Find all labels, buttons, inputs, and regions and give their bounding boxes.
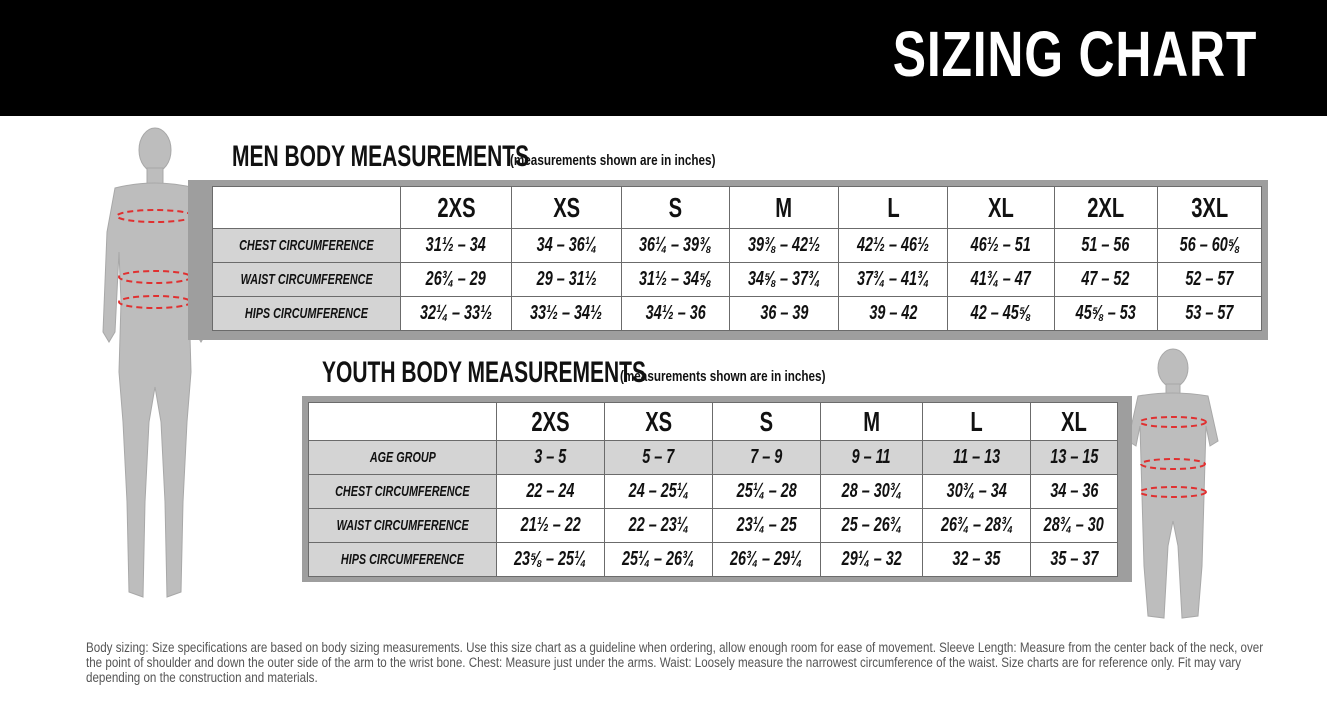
men-waist-row bbox=[213, 263, 1262, 297]
men-size-table bbox=[212, 186, 1262, 331]
youth-size-header: XL bbox=[1031, 403, 1118, 441]
men-title: MEN BODY MEASUREMENTS bbox=[232, 140, 530, 173]
table-cell: 41¾ – 47 bbox=[948, 263, 1054, 297]
men-size-header: 2XL bbox=[1054, 187, 1158, 229]
row-label: CHEST CIRCUMFERENCE bbox=[309, 475, 497, 509]
table-cell: 31½ – 34 bbox=[400, 229, 512, 263]
table-cell: 13 – 15 bbox=[1031, 441, 1118, 475]
footnote-text: Body sizing: Size specifications are based on body sizing measurements. Use this size chart as a guideline when ordering, allow enough room for ease of movement. Sleeve Length: Measure from the center back of the neck, over the point of shoulder and down the outer side of the arm to the wrist bone. Chest: Measure just under the arms. Waist: Loosely measure the narrowest circumference of the waist. Size charts are for reference only. Fit may vary depending on the construction and materials. bbox=[86, 640, 1264, 685]
table-cell: 26¾ – 29 bbox=[400, 263, 512, 297]
table-cell: 25¼ – 26¾ bbox=[604, 543, 712, 577]
youth-units-note: (measurements shown are in inches) bbox=[620, 368, 826, 386]
table-cell: 30¾ – 34 bbox=[923, 475, 1031, 509]
table-cell: 37¾ – 41¾ bbox=[839, 263, 948, 297]
table-cell: 36¼ – 39⅜ bbox=[621, 229, 729, 263]
table-cell: 24 – 25¼ bbox=[604, 475, 712, 509]
table-cell: 36 – 39 bbox=[729, 297, 838, 331]
youth-size-header: S bbox=[712, 403, 820, 441]
table-cell: 26¾ – 29¼ bbox=[712, 543, 820, 577]
row-label: HIPS CIRCUMFERENCE bbox=[309, 543, 497, 577]
youth-corner-cell bbox=[309, 403, 497, 441]
row-label: AGE GROUP bbox=[309, 441, 497, 475]
table-cell: 23¼ – 25 bbox=[712, 509, 820, 543]
youth-size-header: 2XS bbox=[496, 403, 604, 441]
table-cell: 35 – 37 bbox=[1031, 543, 1118, 577]
table-cell: 42½ – 46½ bbox=[839, 229, 948, 263]
youth-waist-row bbox=[309, 509, 1118, 543]
table-cell: 33½ – 34½ bbox=[512, 297, 621, 331]
youth-chest-row bbox=[309, 475, 1118, 509]
table-cell: 22 – 23¼ bbox=[604, 509, 712, 543]
table-cell: 39⅜ – 42½ bbox=[729, 229, 838, 263]
table-cell: 32¼ – 33½ bbox=[400, 297, 512, 331]
table-cell: 26¾ – 28¾ bbox=[923, 509, 1031, 543]
youth-figure-illustration bbox=[1118, 346, 1228, 626]
row-label: CHEST CIRCUMFERENCE bbox=[213, 229, 401, 263]
table-cell: 31½ – 34⅝ bbox=[621, 263, 729, 297]
table-cell: 47 – 52 bbox=[1054, 263, 1158, 297]
table-cell: 28 – 30¾ bbox=[820, 475, 922, 509]
table-cell: 51 – 56 bbox=[1054, 229, 1158, 263]
men-units-note: (measurements shown are in inches) bbox=[510, 152, 716, 170]
men-size-header: XL bbox=[948, 187, 1054, 229]
table-cell: 25 – 26¾ bbox=[820, 509, 922, 543]
youth-header-row bbox=[309, 403, 1118, 441]
table-cell: 3 – 5 bbox=[496, 441, 604, 475]
men-size-header: M bbox=[729, 187, 838, 229]
men-size-header: L bbox=[839, 187, 948, 229]
table-cell: 32 – 35 bbox=[923, 543, 1031, 577]
row-label: WAIST CIRCUMFERENCE bbox=[213, 263, 401, 297]
men-corner-cell bbox=[213, 187, 401, 229]
table-cell: 45⅝ – 53 bbox=[1054, 297, 1158, 331]
table-cell: 53 – 57 bbox=[1158, 297, 1262, 331]
table-cell: 34 – 36¼ bbox=[512, 229, 621, 263]
youth-size-table bbox=[308, 402, 1118, 577]
page-title: SIZING CHART bbox=[892, 18, 1257, 90]
table-cell: 46½ – 51 bbox=[948, 229, 1054, 263]
row-label: WAIST CIRCUMFERENCE bbox=[309, 509, 497, 543]
table-cell: 7 – 9 bbox=[712, 441, 820, 475]
table-cell: 25¼ – 28 bbox=[712, 475, 820, 509]
men-header-row bbox=[213, 187, 1262, 229]
men-size-header: 3XL bbox=[1158, 187, 1262, 229]
table-cell: 5 – 7 bbox=[604, 441, 712, 475]
table-cell: 29 – 31½ bbox=[512, 263, 621, 297]
men-size-header: S bbox=[621, 187, 729, 229]
youth-title: YOUTH BODY MEASUREMENTS bbox=[322, 356, 646, 389]
table-cell: 52 – 57 bbox=[1158, 263, 1262, 297]
table-cell: 34½ – 36 bbox=[621, 297, 729, 331]
youth-age-row bbox=[309, 441, 1118, 475]
table-cell: 34 – 36 bbox=[1031, 475, 1118, 509]
row-label: HIPS CIRCUMFERENCE bbox=[213, 297, 401, 331]
header-bar bbox=[0, 0, 1327, 116]
youth-units-note-wrap bbox=[620, 368, 883, 386]
youth-size-header: M bbox=[820, 403, 922, 441]
youth-size-header: XS bbox=[604, 403, 712, 441]
men-chest-row bbox=[213, 229, 1262, 263]
youth-size-header: L bbox=[923, 403, 1031, 441]
table-cell: 22 – 24 bbox=[496, 475, 604, 509]
men-size-header: XS bbox=[512, 187, 621, 229]
table-cell: 28¾ – 30 bbox=[1031, 509, 1118, 543]
table-cell: 11 – 13 bbox=[923, 441, 1031, 475]
table-cell: 23⅝ – 25¼ bbox=[496, 543, 604, 577]
table-cell: 9 – 11 bbox=[820, 441, 922, 475]
table-cell: 42 – 45⅝ bbox=[948, 297, 1054, 331]
table-cell: 56 – 60⅝ bbox=[1158, 229, 1262, 263]
table-cell: 34⅝ – 37¾ bbox=[729, 263, 838, 297]
men-size-header: 2XS bbox=[400, 187, 512, 229]
men-units-note-wrap bbox=[510, 152, 773, 170]
youth-hips-row bbox=[309, 543, 1118, 577]
table-cell: 29¼ – 32 bbox=[820, 543, 922, 577]
men-hips-row bbox=[213, 297, 1262, 331]
table-cell: 39 – 42 bbox=[839, 297, 948, 331]
table-cell: 21½ – 22 bbox=[496, 509, 604, 543]
